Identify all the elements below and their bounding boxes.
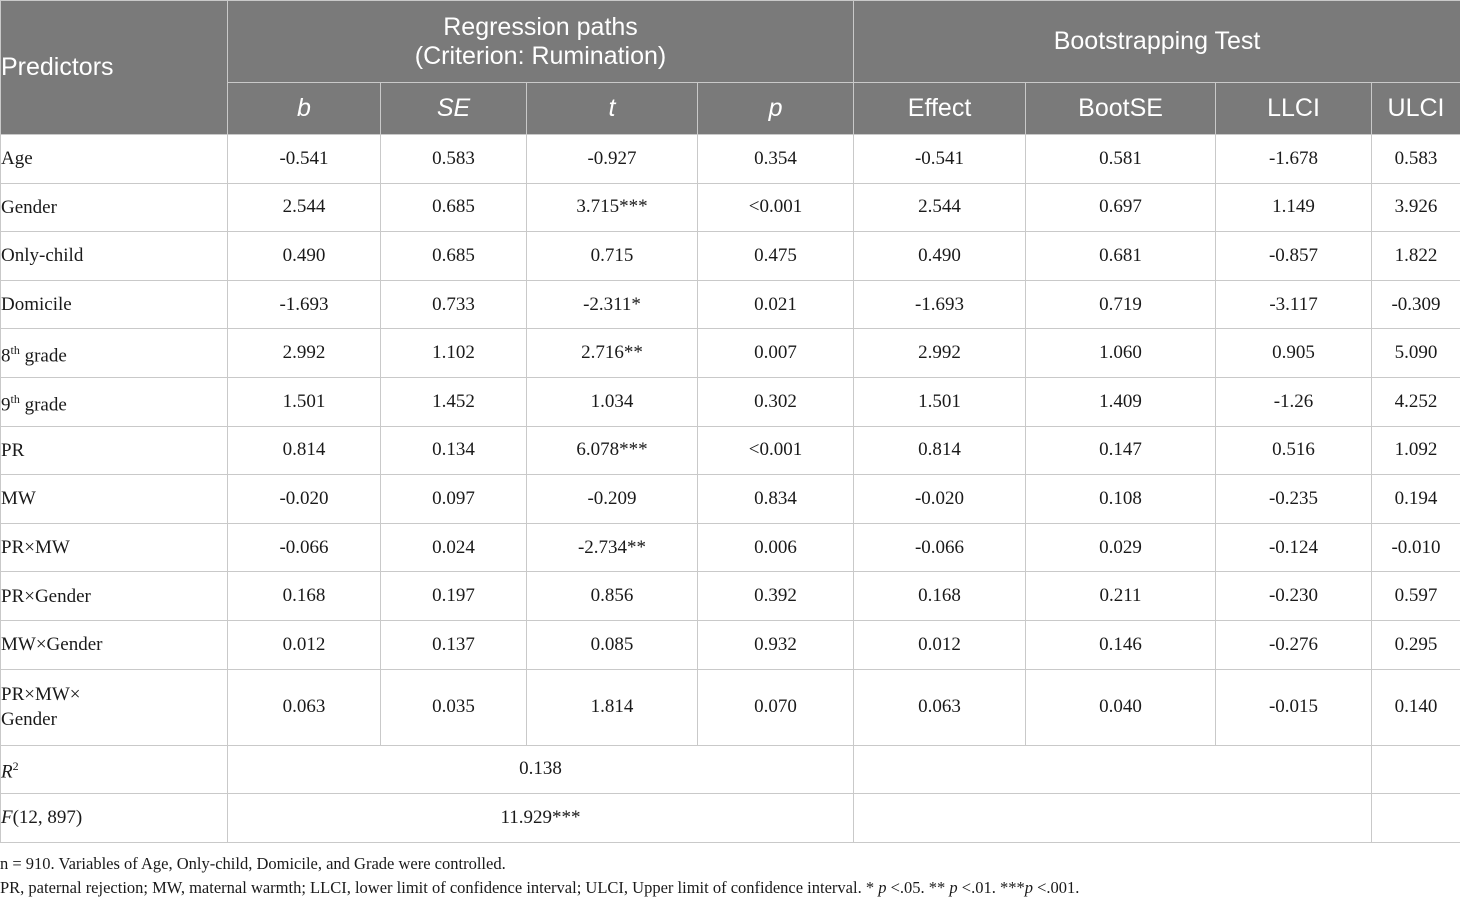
row-label: PR [1, 426, 228, 475]
table-body [1, 135, 1460, 843]
cell-bootse: 0.147 [1026, 426, 1216, 475]
table-row [1, 523, 1460, 572]
f-stat-df: (12, 897) [12, 807, 83, 829]
cell-llci: 0.516 [1216, 426, 1372, 475]
cell-se: 0.035 [381, 669, 527, 745]
col-llci-header: LLCI [1216, 83, 1372, 135]
cell-b: 0.490 [228, 232, 381, 281]
cell-ulci: 5.090 [1372, 329, 1460, 378]
cell-p: 0.834 [698, 475, 854, 524]
table-row [1, 426, 1460, 475]
row-label [1, 669, 228, 745]
cell-effect: -0.066 [854, 523, 1026, 572]
cell-llci: -3.117 [1216, 280, 1372, 329]
cell-b: -1.693 [228, 280, 381, 329]
cell-p: 0.302 [698, 377, 854, 426]
cell-llci: -0.857 [1216, 232, 1372, 281]
cell-bootse: 0.146 [1026, 620, 1216, 669]
regression-paths-title: Regression paths [443, 12, 638, 41]
cell-b: -0.020 [228, 475, 381, 524]
grade-ordinal: th [10, 391, 20, 406]
cell-se: 0.137 [381, 620, 527, 669]
cell-b: -0.541 [228, 135, 381, 184]
cell-t: -0.209 [527, 475, 698, 524]
cell-se: 0.024 [381, 523, 527, 572]
cell-bootse: 0.211 [1026, 572, 1216, 621]
col-ulci-header: ULCI [1372, 83, 1460, 135]
note-line-1: n = 910. Variables of Age, Only-child, Domicile, and Grade were controlled. [0, 854, 506, 873]
cell-bootse: 0.029 [1026, 523, 1216, 572]
cell-llci: 0.905 [1216, 329, 1372, 378]
cell-llci: 1.149 [1216, 183, 1372, 232]
row-label-line1: PR×MW× [1, 684, 81, 706]
note-line-2: PR, paternal rejection; MW, maternal warmth; LLCI, lower limit of confidence interval; ULCI, Upper limit of confidence interval. * p <.05. ** p <.01. ***p <.001. [0, 878, 1080, 897]
cell-p: 0.070 [698, 669, 854, 745]
cell-b: 2.544 [228, 183, 381, 232]
cell-bootse: 0.108 [1026, 475, 1216, 524]
grade-word: grade [19, 345, 67, 367]
empty-cell [1372, 745, 1460, 794]
cell-ulci: 0.140 [1372, 669, 1460, 745]
cell-effect: 0.490 [854, 232, 1026, 281]
row-label [1, 377, 228, 426]
cell-ulci: 4.252 [1372, 377, 1460, 426]
cell-effect: 0.814 [854, 426, 1026, 475]
cell-bootse: 1.409 [1026, 377, 1216, 426]
cell-p: <0.001 [698, 426, 854, 475]
row-label: Domicile [1, 280, 228, 329]
table-header [1, 1, 1460, 135]
cell-ulci: 3.926 [1372, 183, 1460, 232]
cell-b: 0.814 [228, 426, 381, 475]
cell-b: -0.066 [228, 523, 381, 572]
cell-se: 1.102 [381, 329, 527, 378]
grade-number: 9 [1, 393, 11, 415]
cell-b: 0.168 [228, 572, 381, 621]
cell-bootse: 1.060 [1026, 329, 1216, 378]
regression-paths-header [228, 1, 854, 83]
table-row [1, 135, 1460, 184]
cell-p: 0.932 [698, 620, 854, 669]
col-t-header: t [527, 83, 698, 135]
cell-effect: 2.544 [854, 183, 1026, 232]
cell-t: 0.856 [527, 572, 698, 621]
cell-p: 0.392 [698, 572, 854, 621]
col-effect-header: Effect [854, 83, 1026, 135]
r-squared-exponent: 2 [12, 759, 19, 774]
r-squared-value: 0.138 [228, 745, 854, 794]
cell-effect: 0.063 [854, 669, 1026, 745]
cell-llci: -0.230 [1216, 572, 1372, 621]
cell-llci: -0.124 [1216, 523, 1372, 572]
cell-p: <0.001 [698, 183, 854, 232]
cell-t: 0.715 [527, 232, 698, 281]
cell-t: 1.034 [527, 377, 698, 426]
cell-b: 2.992 [228, 329, 381, 378]
cell-b: 1.501 [228, 377, 381, 426]
cell-effect: -1.693 [854, 280, 1026, 329]
criterion-label: (Criterion: Rumination) [414, 41, 667, 70]
cell-effect: -0.541 [854, 135, 1026, 184]
cell-llci: -0.235 [1216, 475, 1372, 524]
table-row [1, 572, 1460, 621]
table-row [1, 377, 1460, 426]
row-label: PR×Gender [1, 572, 228, 621]
table-notes [0, 852, 1460, 900]
cell-se: 0.685 [381, 232, 527, 281]
cell-p: 0.021 [698, 280, 854, 329]
table-row [1, 669, 1460, 745]
cell-p: 0.006 [698, 523, 854, 572]
col-b-header: b [228, 83, 381, 135]
cell-effect: 0.012 [854, 620, 1026, 669]
cell-p: 0.007 [698, 329, 854, 378]
cell-bootse: 0.719 [1026, 280, 1216, 329]
cell-se: 0.685 [381, 183, 527, 232]
cell-b: 0.012 [228, 620, 381, 669]
cell-ulci: 0.597 [1372, 572, 1460, 621]
col-bootse-header: BootSE [1026, 83, 1216, 135]
cell-t: 3.715*** [527, 183, 698, 232]
row-label: Gender [1, 183, 228, 232]
predictors-header: Predictors [1, 1, 228, 135]
row-label: MW [1, 475, 228, 524]
cell-t: 2.716** [527, 329, 698, 378]
cell-p: 0.475 [698, 232, 854, 281]
row-label: MW×Gender [1, 620, 228, 669]
cell-se: 0.733 [381, 280, 527, 329]
cell-t: -2.734** [527, 523, 698, 572]
cell-effect: 2.992 [854, 329, 1026, 378]
table-row [1, 232, 1460, 281]
table-row [1, 475, 1460, 524]
cell-se: 1.452 [381, 377, 527, 426]
cell-ulci: -0.309 [1372, 280, 1460, 329]
row-label: Age [1, 135, 228, 184]
cell-t: 1.814 [527, 669, 698, 745]
cell-llci: -0.015 [1216, 669, 1372, 745]
col-p-header: p [698, 83, 854, 135]
cell-ulci: 1.822 [1372, 232, 1460, 281]
cell-p: 0.354 [698, 135, 854, 184]
cell-effect: 0.168 [854, 572, 1026, 621]
bootstrapping-header: Bootstrapping Test [854, 1, 1460, 83]
grade-word: grade [19, 393, 67, 415]
grade-ordinal: th [10, 343, 20, 357]
empty-cell [1372, 794, 1460, 843]
cell-effect: -0.020 [854, 475, 1026, 524]
cell-ulci: 0.583 [1372, 135, 1460, 184]
cell-bootse: 0.040 [1026, 669, 1216, 745]
cell-t: -2.311* [527, 280, 698, 329]
table-row [1, 329, 1460, 378]
cell-b: 0.063 [228, 669, 381, 745]
r-squared-label: $R^2$ [1, 745, 228, 794]
f-stat-value: 11.929*** [228, 794, 854, 843]
grade-number: 8 [1, 345, 11, 367]
cell-ulci: -0.010 [1372, 523, 1460, 572]
row-label: PR×MW [1, 523, 228, 572]
col-se-header: SE [381, 83, 527, 135]
cell-llci: -0.276 [1216, 620, 1372, 669]
cell-t: -0.927 [527, 135, 698, 184]
row-label-line2: Gender [1, 709, 57, 731]
cell-effect: 1.501 [854, 377, 1026, 426]
cell-se: 0.197 [381, 572, 527, 621]
cell-se: 0.097 [381, 475, 527, 524]
cell-t: 0.085 [527, 620, 698, 669]
table-row [1, 183, 1460, 232]
row-label: Only-child [1, 232, 228, 281]
table-row [1, 280, 1460, 329]
cell-ulci: 0.194 [1372, 475, 1460, 524]
r-squared-row [1, 745, 1460, 794]
empty-cell [854, 745, 1372, 794]
cell-t: 6.078*** [527, 426, 698, 475]
cell-se: 0.134 [381, 426, 527, 475]
cell-se: 0.583 [381, 135, 527, 184]
cell-bootse: 0.581 [1026, 135, 1216, 184]
cell-ulci: 0.295 [1372, 620, 1460, 669]
row-label [1, 329, 228, 378]
cell-ulci: 1.092 [1372, 426, 1460, 475]
cell-llci: -1.26 [1216, 377, 1372, 426]
table-row [1, 620, 1460, 669]
f-stat-label: F(12, 897) [1, 794, 228, 843]
cell-llci: -1.678 [1216, 135, 1372, 184]
f-stat-row [1, 794, 1460, 843]
empty-cell [854, 794, 1372, 843]
cell-bootse: 0.697 [1026, 183, 1216, 232]
cell-bootse: 0.681 [1026, 232, 1216, 281]
